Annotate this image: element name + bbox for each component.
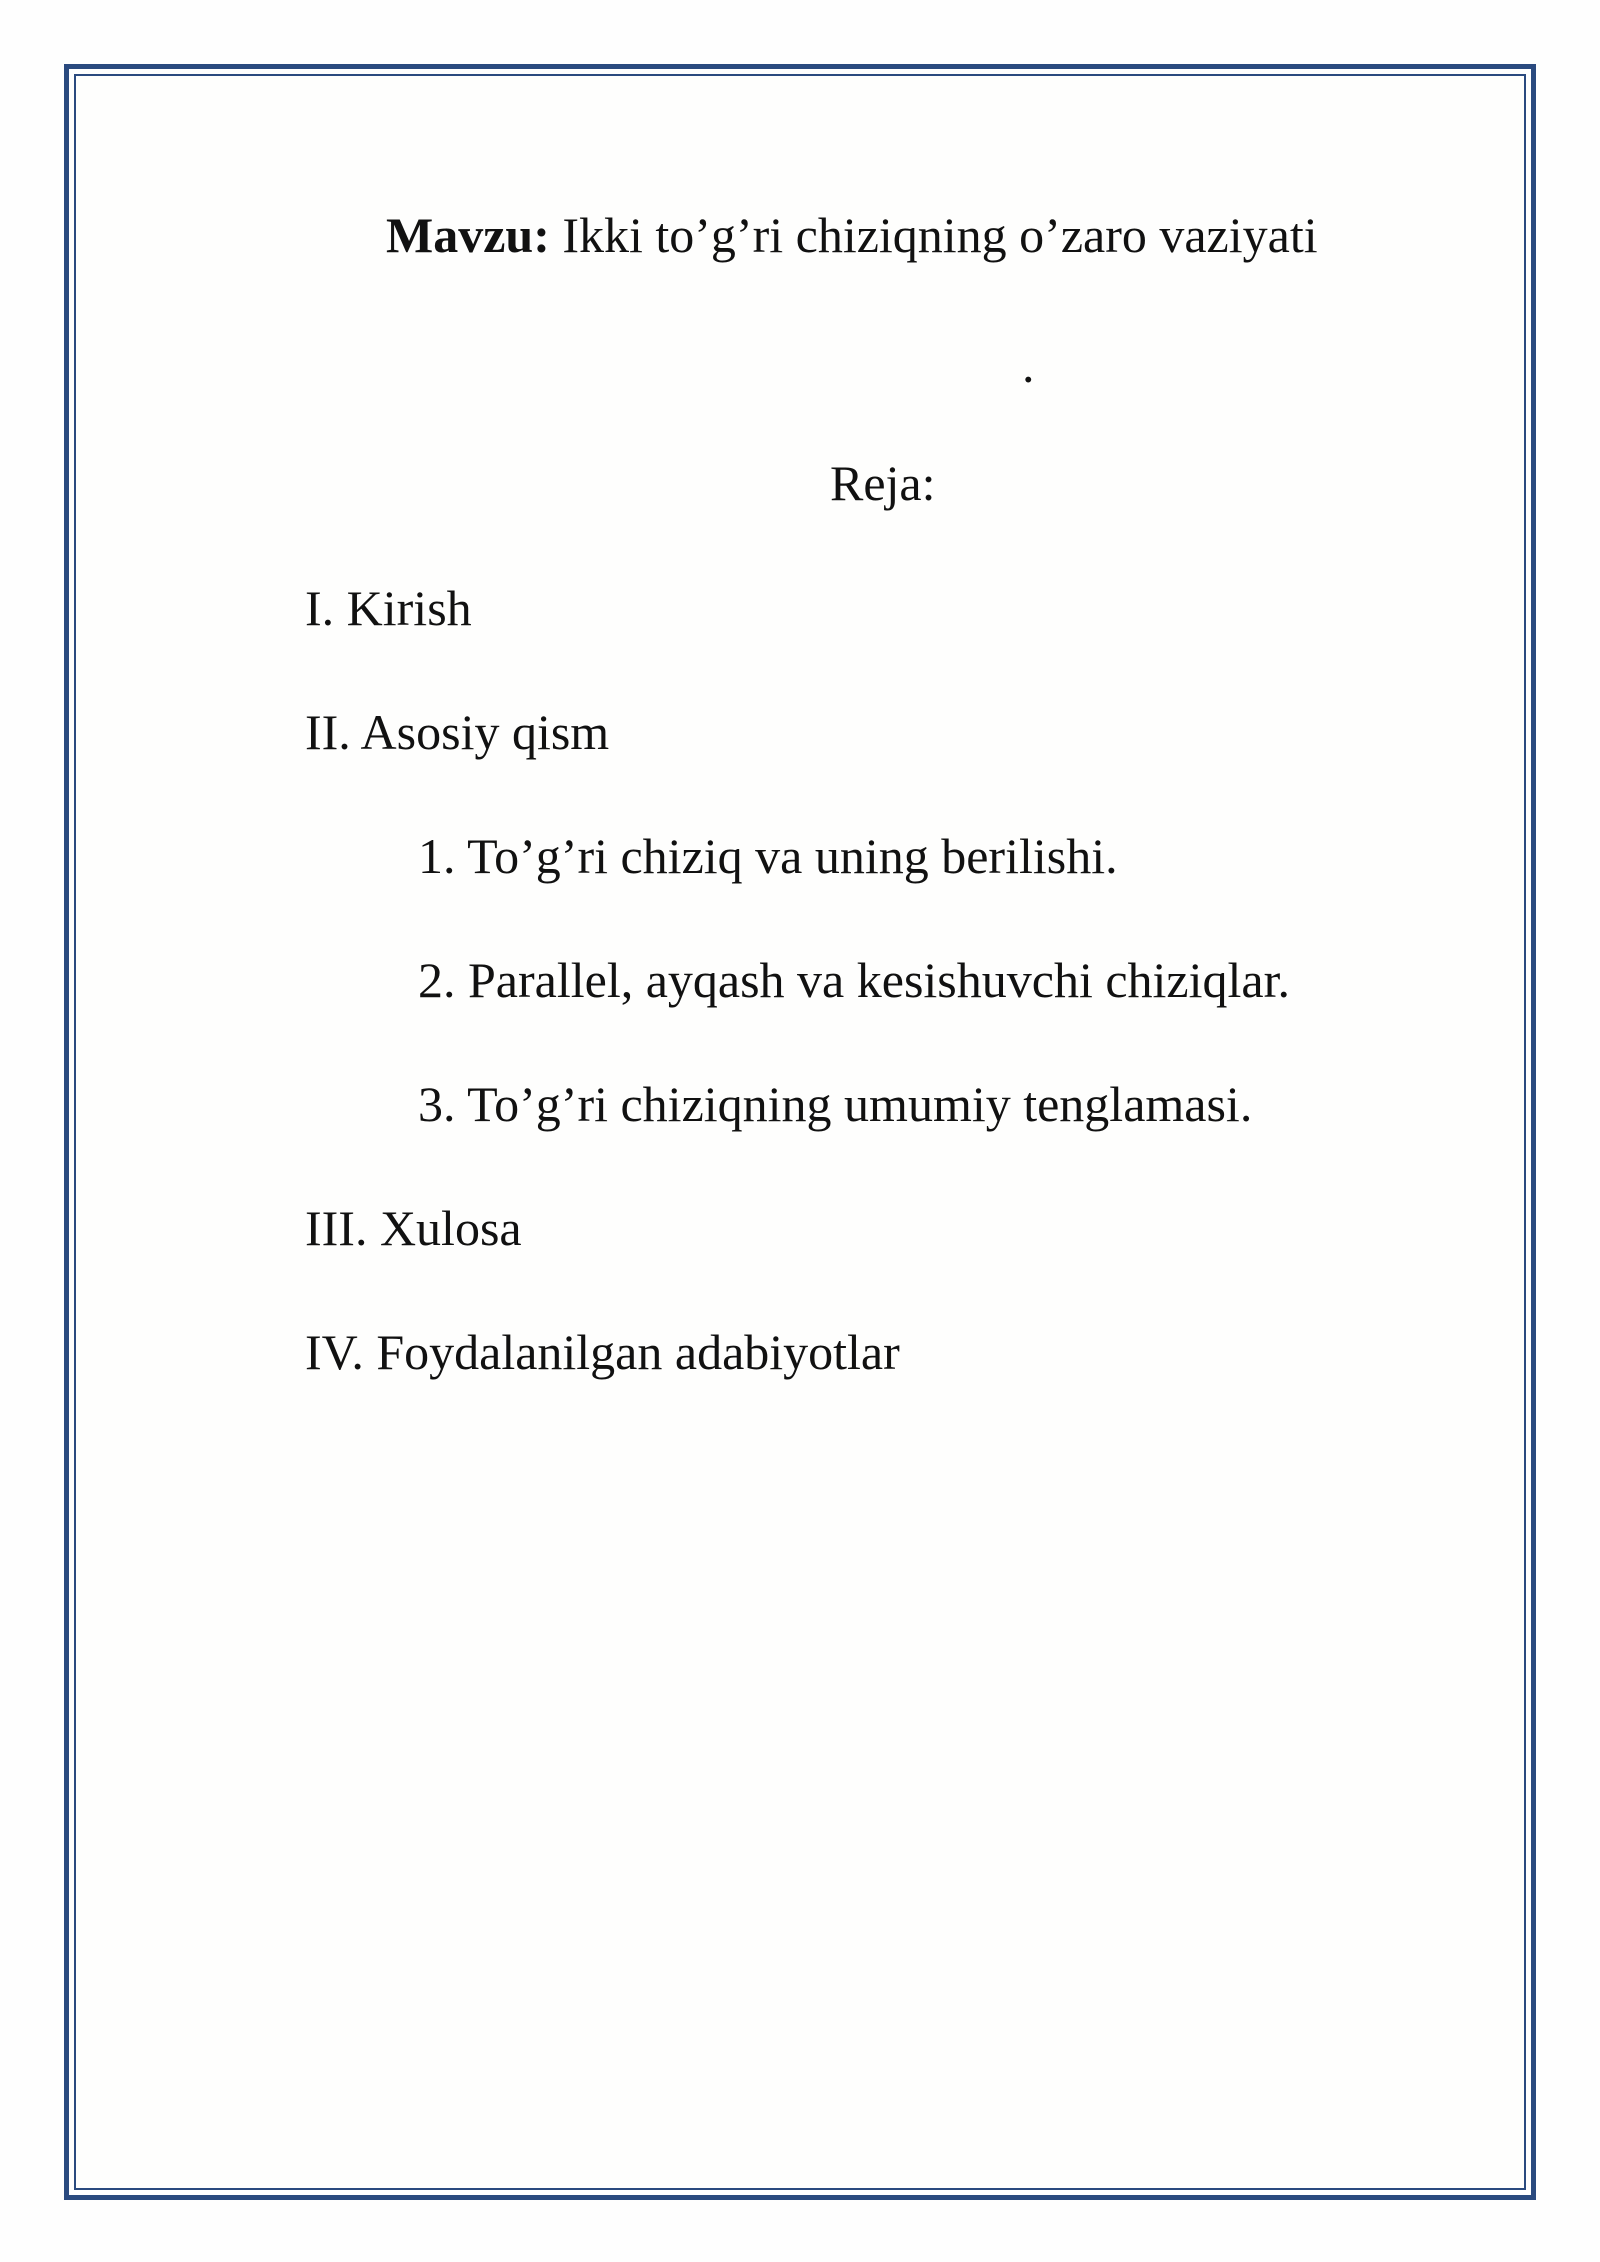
- outline-item-main-part: II. Asosiy qism: [305, 704, 610, 760]
- outline-item-introduction: I. Kirish: [305, 580, 472, 636]
- outline-subitem-3: 3. To’g’ri chiziqning umumiy tenglamasi.: [418, 1076, 1253, 1132]
- title-text: Ikki to’g’ri chiziqning o’zaro vaziyati: [549, 207, 1318, 263]
- title-label: Mavzu:: [386, 207, 550, 263]
- outline-subitem-2: 2. Parallel, ayqash va kesishuvchi chiziqlar.: [418, 952, 1290, 1008]
- separator-dot: .: [1022, 337, 1035, 393]
- plan-heading: Reja:: [830, 455, 936, 511]
- outline-item-references: IV. Foydalanilgan adabiyotlar: [305, 1324, 900, 1380]
- outline-item-conclusion: III. Xulosa: [305, 1200, 522, 1256]
- outline-subitem-1: 1. To’g’ri chiziq va uning berilishi.: [418, 828, 1118, 884]
- document-title: [386, 205, 1318, 265]
